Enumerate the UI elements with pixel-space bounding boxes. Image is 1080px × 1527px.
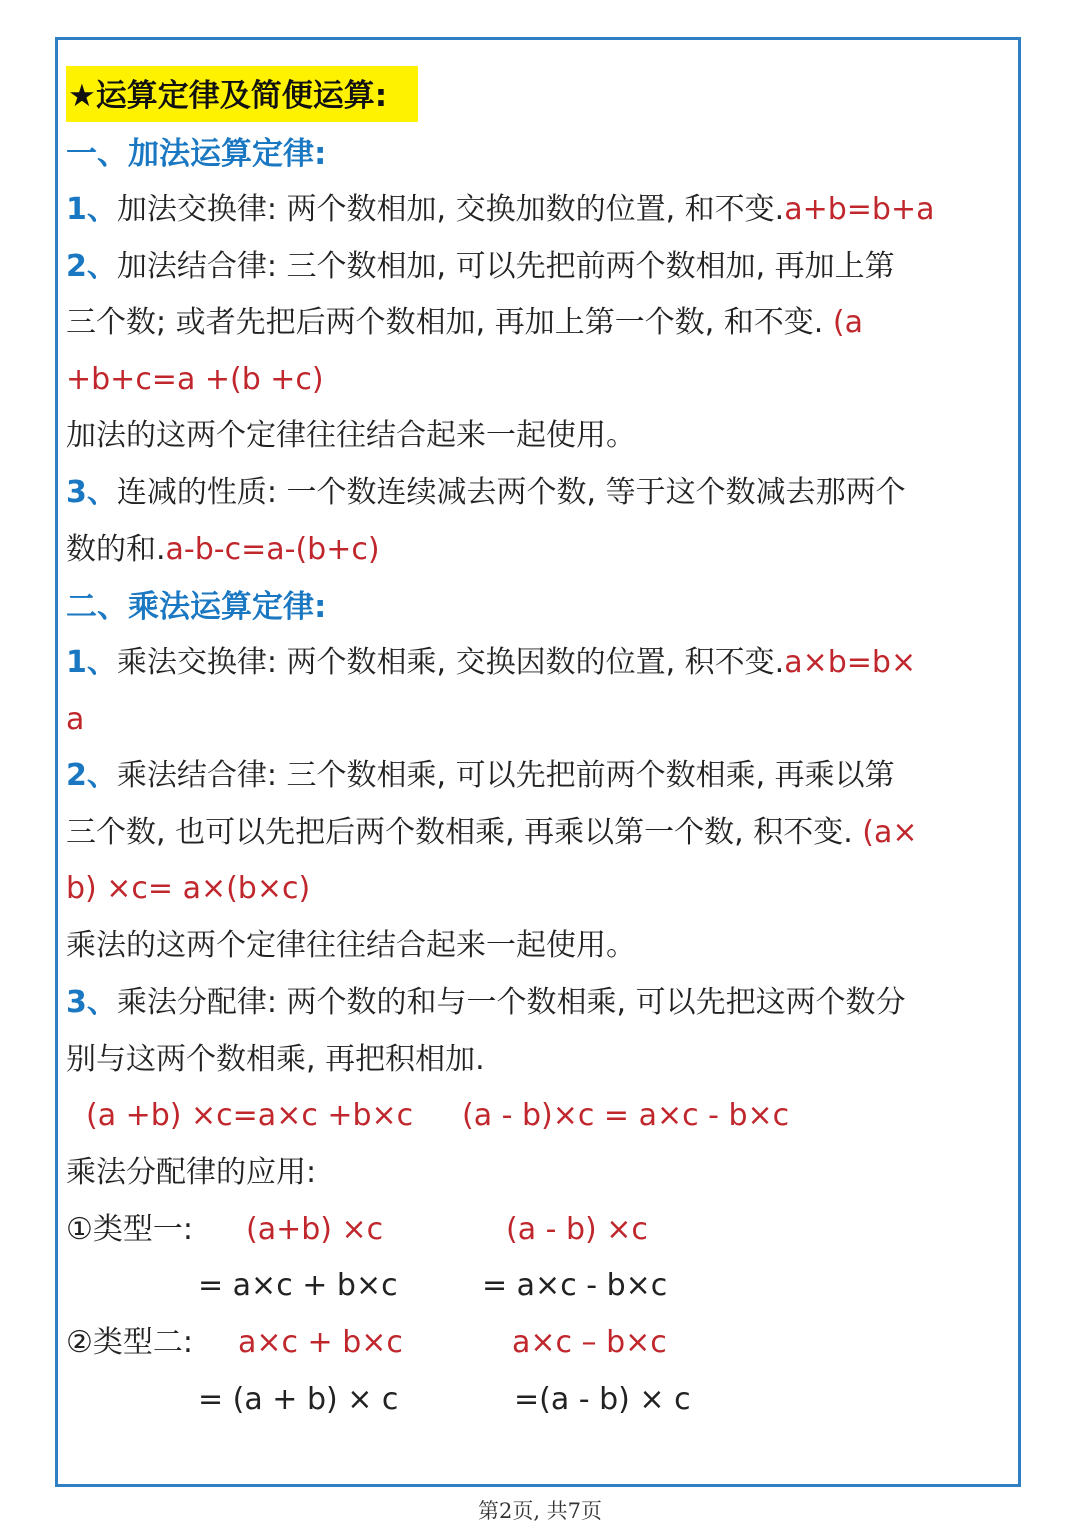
formula: a×b=b× <box>784 645 917 680</box>
formula: a+b=b+a <box>784 192 935 227</box>
distributive-line2 <box>66 1040 485 1080</box>
distributive-formula-plus: (a +b) ×c=a×c +b×c <box>86 1098 414 1133</box>
page-footer: 第2页, 共7页 <box>477 1499 603 1523</box>
type1-result-minus: = a×c - b×c <box>482 1268 668 1303</box>
item-text: 乘法结合律: 三个数相乘, 可以先把前两个数相乘, 再乘以第 <box>116 758 895 793</box>
addition-commutative <box>66 190 934 230</box>
item-text: 连减的性质: 一个数连续减去两个数, 等于这个数减去那两个 <box>116 475 906 510</box>
item-text: 乘法分配律: 两个数的和与一个数相乘, 可以先把这两个数分 <box>116 985 906 1020</box>
addition-associative-formula: +b+c=a +(b +c) <box>66 362 324 397</box>
item-text: 三个数, 也可以先把后两个数相乘, 再乘以第一个数, 积不变. <box>66 815 853 850</box>
application-heading: 乘法分配律的应用: <box>66 1155 317 1190</box>
multiplication-commutative <box>66 643 916 683</box>
item-number: 2、 <box>66 758 117 793</box>
formula: (a <box>823 305 863 340</box>
section-heading-addition: 一、加法运算定律: <box>66 136 327 172</box>
type2-formula-minus: a×c – b×c <box>512 1325 667 1360</box>
type1-formula-minus: (a - b) ×c <box>506 1212 648 1247</box>
type2-label: ②类型二: <box>66 1325 194 1360</box>
addition-note: 加法的这两个定律往往结合起来一起使用。 <box>66 418 636 453</box>
type1-label: ①类型一: <box>66 1212 194 1247</box>
item-text: 加法交换律: 两个数相加, 交换加数的位置, 和不变. <box>116 192 785 227</box>
addition-associative-line2 <box>66 303 863 343</box>
item-number: 1、 <box>66 192 117 227</box>
item-number: 3、 <box>66 475 117 510</box>
item-number: 3、 <box>66 985 117 1020</box>
type1-formula-plus: (a+b) ×c <box>246 1212 384 1247</box>
item-text: 别与这两个数相乘, 再把积相加. <box>66 1042 485 1077</box>
multiplication-commutative-formula: a <box>66 702 85 737</box>
section-heading-multiplication: 二、乘法运算定律: <box>66 589 327 625</box>
addition-associative-line1 <box>66 247 895 287</box>
subtraction-property-line2 <box>66 530 380 570</box>
multiplication-associative-line2 <box>66 813 918 853</box>
type2-result-plus: = (a + b) × c <box>198 1382 399 1417</box>
page-title: ★运算定律及简便运算: <box>68 78 388 114</box>
item-text: 加法结合律: 三个数相加, 可以先把前两个数相加, 再加上第 <box>116 249 895 284</box>
multiplication-associative-formula: b) ×c= a×(b×c) <box>66 871 311 906</box>
type1-result-plus: = a×c + b×c <box>198 1268 398 1303</box>
formula: a-b-c=a-(b+c) <box>165 532 380 567</box>
distributive-line1 <box>66 983 906 1023</box>
multiplication-associative-line1 <box>66 756 895 796</box>
formula: (a× <box>852 815 918 850</box>
type2-result-minus: =(a - b) × c <box>514 1382 691 1417</box>
item-text: 乘法交换律: 两个数相乘, 交换因数的位置, 积不变. <box>116 645 785 680</box>
item-text: 数的和. <box>66 532 166 567</box>
item-number: 1、 <box>66 645 117 680</box>
item-number: 2、 <box>66 249 117 284</box>
type2-formula-plus: a×c + b×c <box>238 1325 403 1360</box>
subtraction-property-line1 <box>66 473 906 513</box>
multiplication-note: 乘法的这两个定律往往结合起来一起使用。 <box>66 928 636 963</box>
item-text: 三个数; 或者先把后两个数相加, 再加上第一个数, 和不变. <box>66 305 824 340</box>
distributive-formula-minus: (a - b)×c = a×c - b×c <box>462 1098 790 1133</box>
